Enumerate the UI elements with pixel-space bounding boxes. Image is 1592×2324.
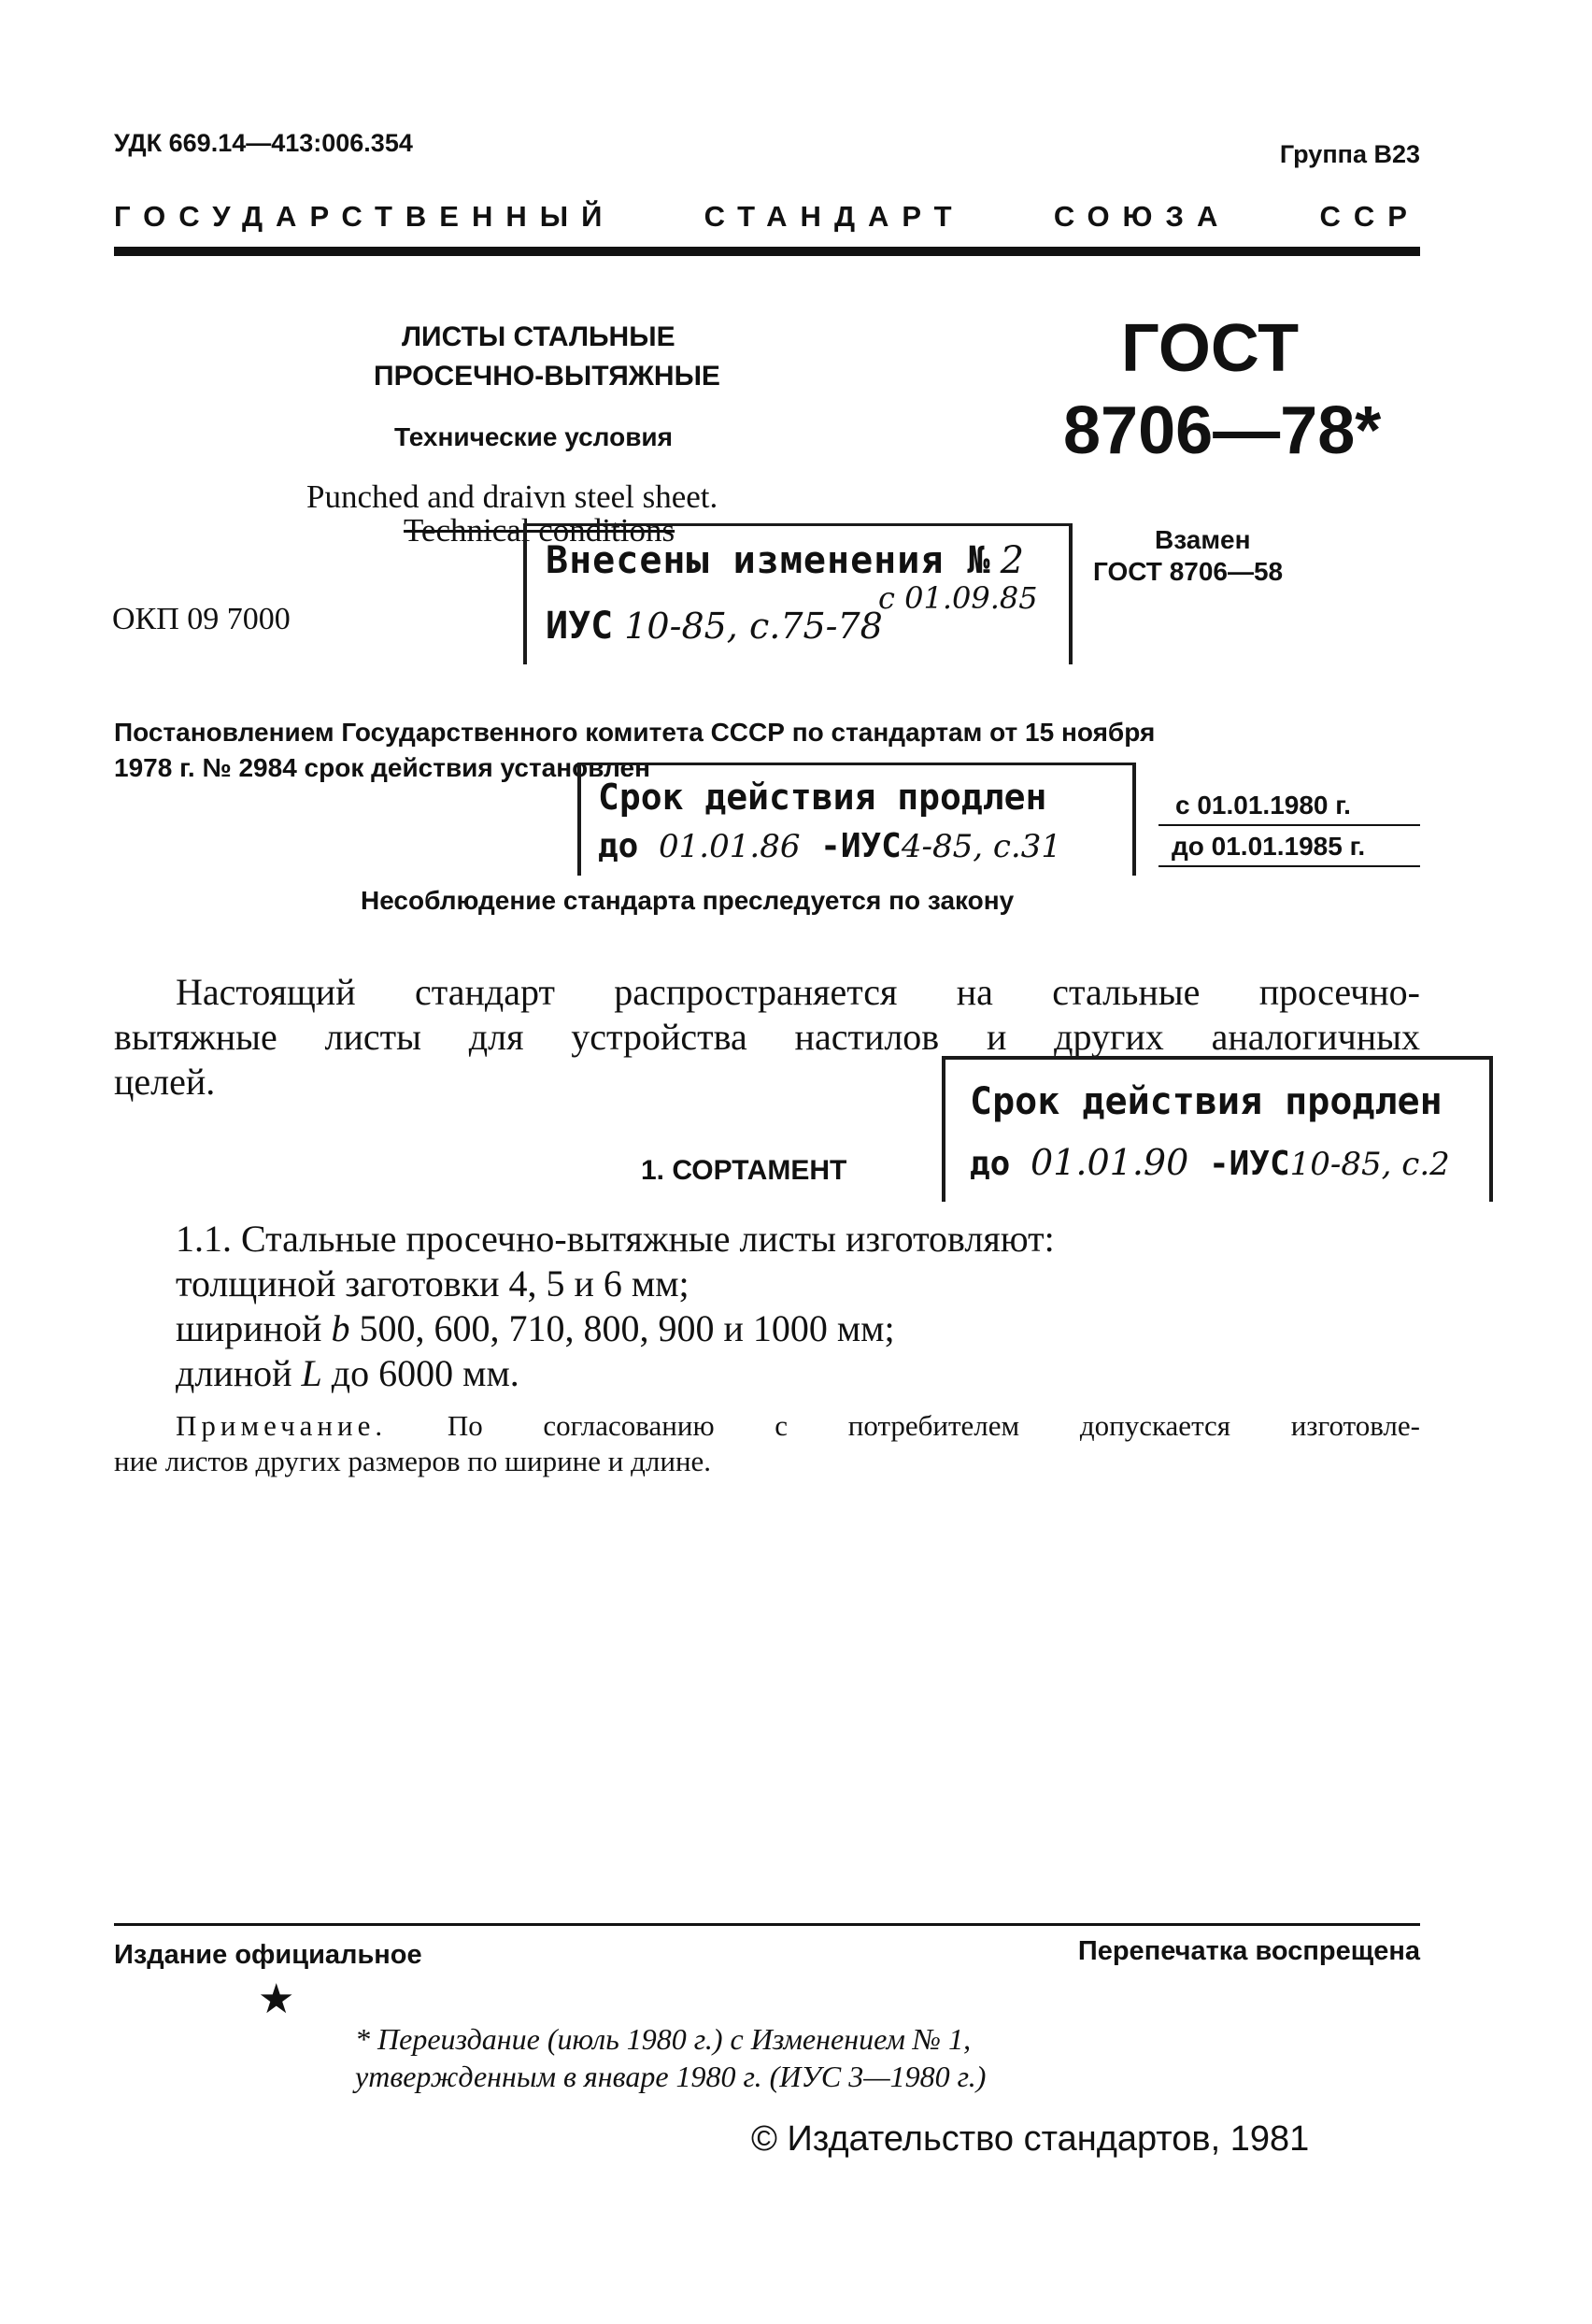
- decree-from-date: с 01.01.1980 г.: [1175, 791, 1351, 820]
- intro-line-2: вытяжные листы для устройства настилов и других аналогичных: [114, 1016, 1420, 1058]
- extension-stamp-1: [577, 763, 1136, 876]
- amendment-stamp-line-2: ИУС 10-85, с.75-78: [546, 605, 883, 648]
- extension-stamp-2-line-2: до 01.01.90 -ИУС10-85, с.2: [970, 1142, 1450, 1183]
- violation-notice: Несоблюдение стандарта преследуется по закону: [361, 886, 1015, 915]
- title-line-1: ЛИСТЫ СТАЛЬНЫЕ: [402, 321, 675, 352]
- section-heading: 1. СОРТАМЕНТ: [641, 1155, 847, 1186]
- gost-label: ГОСТ: [1121, 311, 1300, 386]
- replaces-value: ГОСТ 8706—58: [1093, 557, 1284, 586]
- title-subtitle: Технические условия: [394, 422, 673, 451]
- copyright: © Издательство стандартов, 1981: [751, 2119, 1310, 2159]
- extension-stamp-2-line-1: Срок действия продлен: [970, 1080, 1443, 1123]
- reprint-note-line-1: * Переиздание (июль 1980 г.) с Изменением № 1,: [355, 2022, 972, 2056]
- section-paragraph-1: 1.1. Стальные просечно-вытяжные листы изготовляют:: [176, 1218, 1055, 1260]
- decree-date-underline: [1158, 865, 1420, 867]
- note-line-1: Примечание. По согласованию с потребителем допускается изготовле-: [176, 1409, 1420, 1442]
- decree-date-divider: [1158, 824, 1420, 826]
- title-english-line-2: Technical conditions: [404, 512, 675, 549]
- amendment-stamp-line-1: Внесены изменения № 2: [546, 539, 1026, 582]
- amendment-stamp: [523, 523, 1073, 664]
- state-standard-title: ГОСУДАРСТВЕННЫЙ СТАНДАРТ СОЮЗА ССР: [114, 200, 1420, 233]
- okp-code: ОКП 09 7000: [112, 602, 291, 636]
- no-reprint: Перепечатка воспрещена: [1077, 1936, 1420, 1966]
- title-english-line-1: Punched and draivn steel sheet.: [306, 478, 718, 515]
- decree-line-1: Постановлением Государственного комитета СССР по стандартам от 15 ноября: [114, 718, 1156, 747]
- note-line-2: ние листов других размеров по ширине и длине.: [114, 1445, 712, 1477]
- extension-stamp-2: [942, 1056, 1493, 1202]
- star-icon: ★: [258, 1975, 295, 2023]
- group-code: Группа В23: [1279, 140, 1420, 168]
- intro-line-1: Настоящий стандарт распространяется на стальные просечно-: [176, 971, 1420, 1013]
- extension-stamp-1-line-2: до 01.01.86 -ИУС4-85, с.31: [598, 827, 1061, 865]
- decree-to-date: до 01.01.1985 г.: [1172, 832, 1366, 861]
- section-paragraph-2: толщиной заготовки 4, 5 и 6 мм;: [176, 1262, 689, 1305]
- official-edition: Издание официальное: [114, 1940, 422, 1970]
- intro-line-3: целей.: [114, 1061, 216, 1103]
- udk-code: УДК 669.14—413:006.354: [114, 129, 413, 157]
- decree-line-2: 1978 г. № 2984 срок действия установлен: [114, 753, 650, 782]
- section-paragraph-3: шириной b 500, 600, 710, 800, 900 и 1000 мм;: [176, 1307, 895, 1349]
- gost-number: 8706—78*: [1063, 393, 1382, 468]
- header-thick-rule: [114, 247, 1420, 256]
- replaces-label: Взамен: [1155, 525, 1251, 554]
- extension-stamp-1-line-1: Срок действия продлен: [598, 777, 1047, 818]
- amendment-stamp-date: с 01.09.85: [878, 580, 1038, 616]
- section-paragraph-4: длиной L до 6000 мм.: [176, 1352, 519, 1394]
- title-line-2: ПРОСЕЧНО-ВЫТЯЖНЫЕ: [374, 361, 720, 392]
- footer-rule: [114, 1923, 1420, 1926]
- reprint-note-line-2: утвержденным в январе 1980 г. (ИУС 3—1980 г.): [355, 2060, 987, 2093]
